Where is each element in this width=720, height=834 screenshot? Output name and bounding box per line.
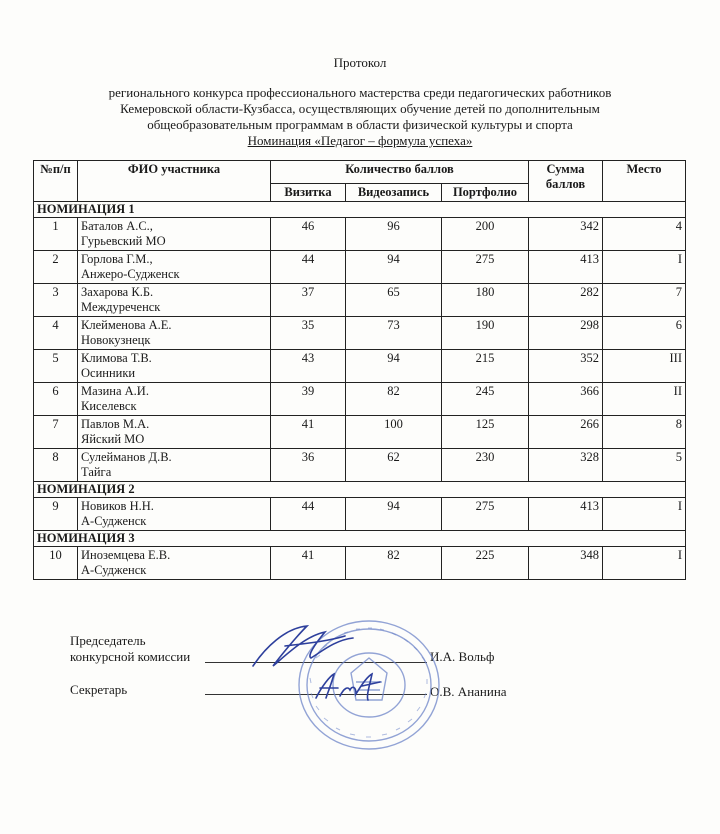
cell-participant [78, 284, 271, 317]
cell-num: 8 [34, 449, 78, 482]
cell-video: 62 [346, 449, 442, 482]
cell-video: 94 [346, 498, 442, 531]
table-row [34, 383, 686, 416]
cell-num: 4 [34, 317, 78, 350]
cell-portfolio: 215 [442, 350, 529, 383]
cell-place: I [603, 498, 686, 531]
cell-portfolio: 180 [442, 284, 529, 317]
results-table [33, 160, 686, 580]
participant-name: Захарова К.Б. [81, 285, 154, 299]
cell-num: 5 [34, 350, 78, 383]
participant-name: Новиков Н.Н. [81, 499, 154, 513]
cell-card: 36 [271, 449, 346, 482]
nomination-section-title: НОМИНАЦИЯ 3 [34, 531, 686, 547]
cell-video: 82 [346, 383, 442, 416]
cell-sum: 342 [529, 218, 603, 251]
cell-place: 4 [603, 218, 686, 251]
cell-place: 8 [603, 416, 686, 449]
cell-place: III [603, 350, 686, 383]
cell-card: 43 [271, 350, 346, 383]
cell-place: 7 [603, 284, 686, 317]
cell-portfolio: 125 [442, 416, 529, 449]
chair-role [70, 633, 190, 665]
cell-card: 46 [271, 218, 346, 251]
participant-name: Баталов А.С., [81, 219, 153, 233]
cell-sum: 348 [529, 547, 603, 580]
cell-participant [78, 218, 271, 251]
cell-card: 44 [271, 498, 346, 531]
col-header-card: Визитка [271, 184, 346, 202]
cell-participant [78, 317, 271, 350]
cell-participant [78, 350, 271, 383]
cell-participant [78, 416, 271, 449]
cell-num: 9 [34, 498, 78, 531]
cell-participant [78, 383, 271, 416]
participant-city: Тайга [81, 465, 112, 479]
cell-place: I [603, 251, 686, 284]
cell-video: 65 [346, 284, 442, 317]
cell-sum: 328 [529, 449, 603, 482]
table-body [34, 202, 686, 580]
table-row [34, 350, 686, 383]
table-row [34, 547, 686, 580]
subtitle-line: регионального конкурса профессионального мастерства среди педагогических работников [108, 85, 612, 100]
cell-num: 1 [34, 218, 78, 251]
table-row [34, 449, 686, 482]
participant-city: Яйский МО [81, 432, 145, 446]
cell-portfolio: 245 [442, 383, 529, 416]
participant-name: Горлова Г.М., [81, 252, 153, 266]
table-row [34, 317, 686, 350]
table-row [34, 251, 686, 284]
secretary-signature [312, 668, 384, 708]
cell-portfolio: 275 [442, 498, 529, 531]
cell-video: 96 [346, 218, 442, 251]
cell-place: I [603, 547, 686, 580]
chair-role-line: Председатель [70, 633, 146, 648]
cell-num: 6 [34, 383, 78, 416]
cell-num: 7 [34, 416, 78, 449]
cell-portfolio: 190 [442, 317, 529, 350]
cell-card: 44 [271, 251, 346, 284]
cell-card: 37 [271, 284, 346, 317]
cell-card: 41 [271, 416, 346, 449]
col-header-scores: Количество баллов [271, 161, 529, 184]
participant-name: Мазина А.И. [81, 384, 149, 398]
cell-video: 100 [346, 416, 442, 449]
cell-video: 94 [346, 251, 442, 284]
table-row [34, 218, 686, 251]
table-row [34, 284, 686, 317]
cell-sum: 366 [529, 383, 603, 416]
cell-num: 2 [34, 251, 78, 284]
secretary-role: Секретарь [70, 682, 128, 697]
col-header-sum: Сумма баллов [529, 161, 603, 202]
cell-place: 5 [603, 449, 686, 482]
col-header-num: №п/п [34, 161, 78, 202]
col-header-name: ФИО участника [78, 161, 271, 202]
chair-signature [245, 618, 360, 673]
cell-sum: 266 [529, 416, 603, 449]
cell-sum: 352 [529, 350, 603, 383]
participant-city: Новокузнецк [81, 333, 151, 347]
cell-sum: 413 [529, 251, 603, 284]
nomination-section-title: НОМИНАЦИЯ 2 [34, 482, 686, 498]
cell-participant [78, 251, 271, 284]
nomination-section-row [34, 202, 686, 218]
cell-place: 6 [603, 317, 686, 350]
table-row [34, 416, 686, 449]
col-header-place: Место [603, 161, 686, 202]
cell-portfolio: 275 [442, 251, 529, 284]
nomination-section-row [34, 482, 686, 498]
participant-city: А-Судженск [81, 514, 147, 528]
cell-card: 35 [271, 317, 346, 350]
col-header-video: Видеозапись [346, 184, 442, 202]
nomination-section-title: НОМИНАЦИЯ 1 [34, 202, 686, 218]
secretary-name: О.В. Ананина [430, 684, 507, 699]
cell-video: 73 [346, 317, 442, 350]
participant-city: Осинники [81, 366, 136, 380]
participant-city: Киселевск [81, 399, 137, 413]
participant-name: Климова Т.В. [81, 351, 152, 365]
cell-place: II [603, 383, 686, 416]
participant-name: Иноземцева Е.В. [81, 548, 171, 562]
cell-participant [78, 498, 271, 531]
document-header [0, 55, 720, 149]
cell-card: 39 [271, 383, 346, 416]
subtitle-line: Кемеровской области-Кузбасса, осуществляющих обучение детей по дополнительным [120, 101, 600, 116]
cell-video: 82 [346, 547, 442, 580]
participant-city: Анжеро-Судженск [81, 267, 180, 281]
document-subtitle [80, 85, 640, 149]
nomination-title: Номинация «Педагог – формула успеха» [247, 133, 473, 148]
participant-city: Междуреченск [81, 300, 161, 314]
table-row [34, 498, 686, 531]
cell-portfolio: 230 [442, 449, 529, 482]
cell-sum: 413 [529, 498, 603, 531]
participant-name: Павлов М.А. [81, 417, 150, 431]
cell-card: 41 [271, 547, 346, 580]
participant-city: Гурьевский МО [81, 234, 166, 248]
nomination-section-row [34, 531, 686, 547]
document-title: Протокол [333, 55, 387, 70]
cell-num: 10 [34, 547, 78, 580]
cell-participant [78, 547, 271, 580]
cell-video: 94 [346, 350, 442, 383]
subtitle-line: общеобразовательным программам в области физической культуры и спорта [147, 117, 573, 132]
col-header-portfolio: Портфолио [442, 184, 529, 202]
cell-sum: 298 [529, 317, 603, 350]
participant-city: А-Судженск [81, 563, 147, 577]
cell-participant [78, 449, 271, 482]
cell-portfolio: 225 [442, 547, 529, 580]
participant-name: Клейменова А.Е. [81, 318, 172, 332]
chair-name: И.А. Вольф [430, 649, 495, 664]
chair-role-line: конкурсной комиссии [70, 649, 191, 664]
participant-name: Сулейманов Д.В. [81, 450, 172, 464]
cell-portfolio: 200 [442, 218, 529, 251]
cell-sum: 282 [529, 284, 603, 317]
cell-num: 3 [34, 284, 78, 317]
